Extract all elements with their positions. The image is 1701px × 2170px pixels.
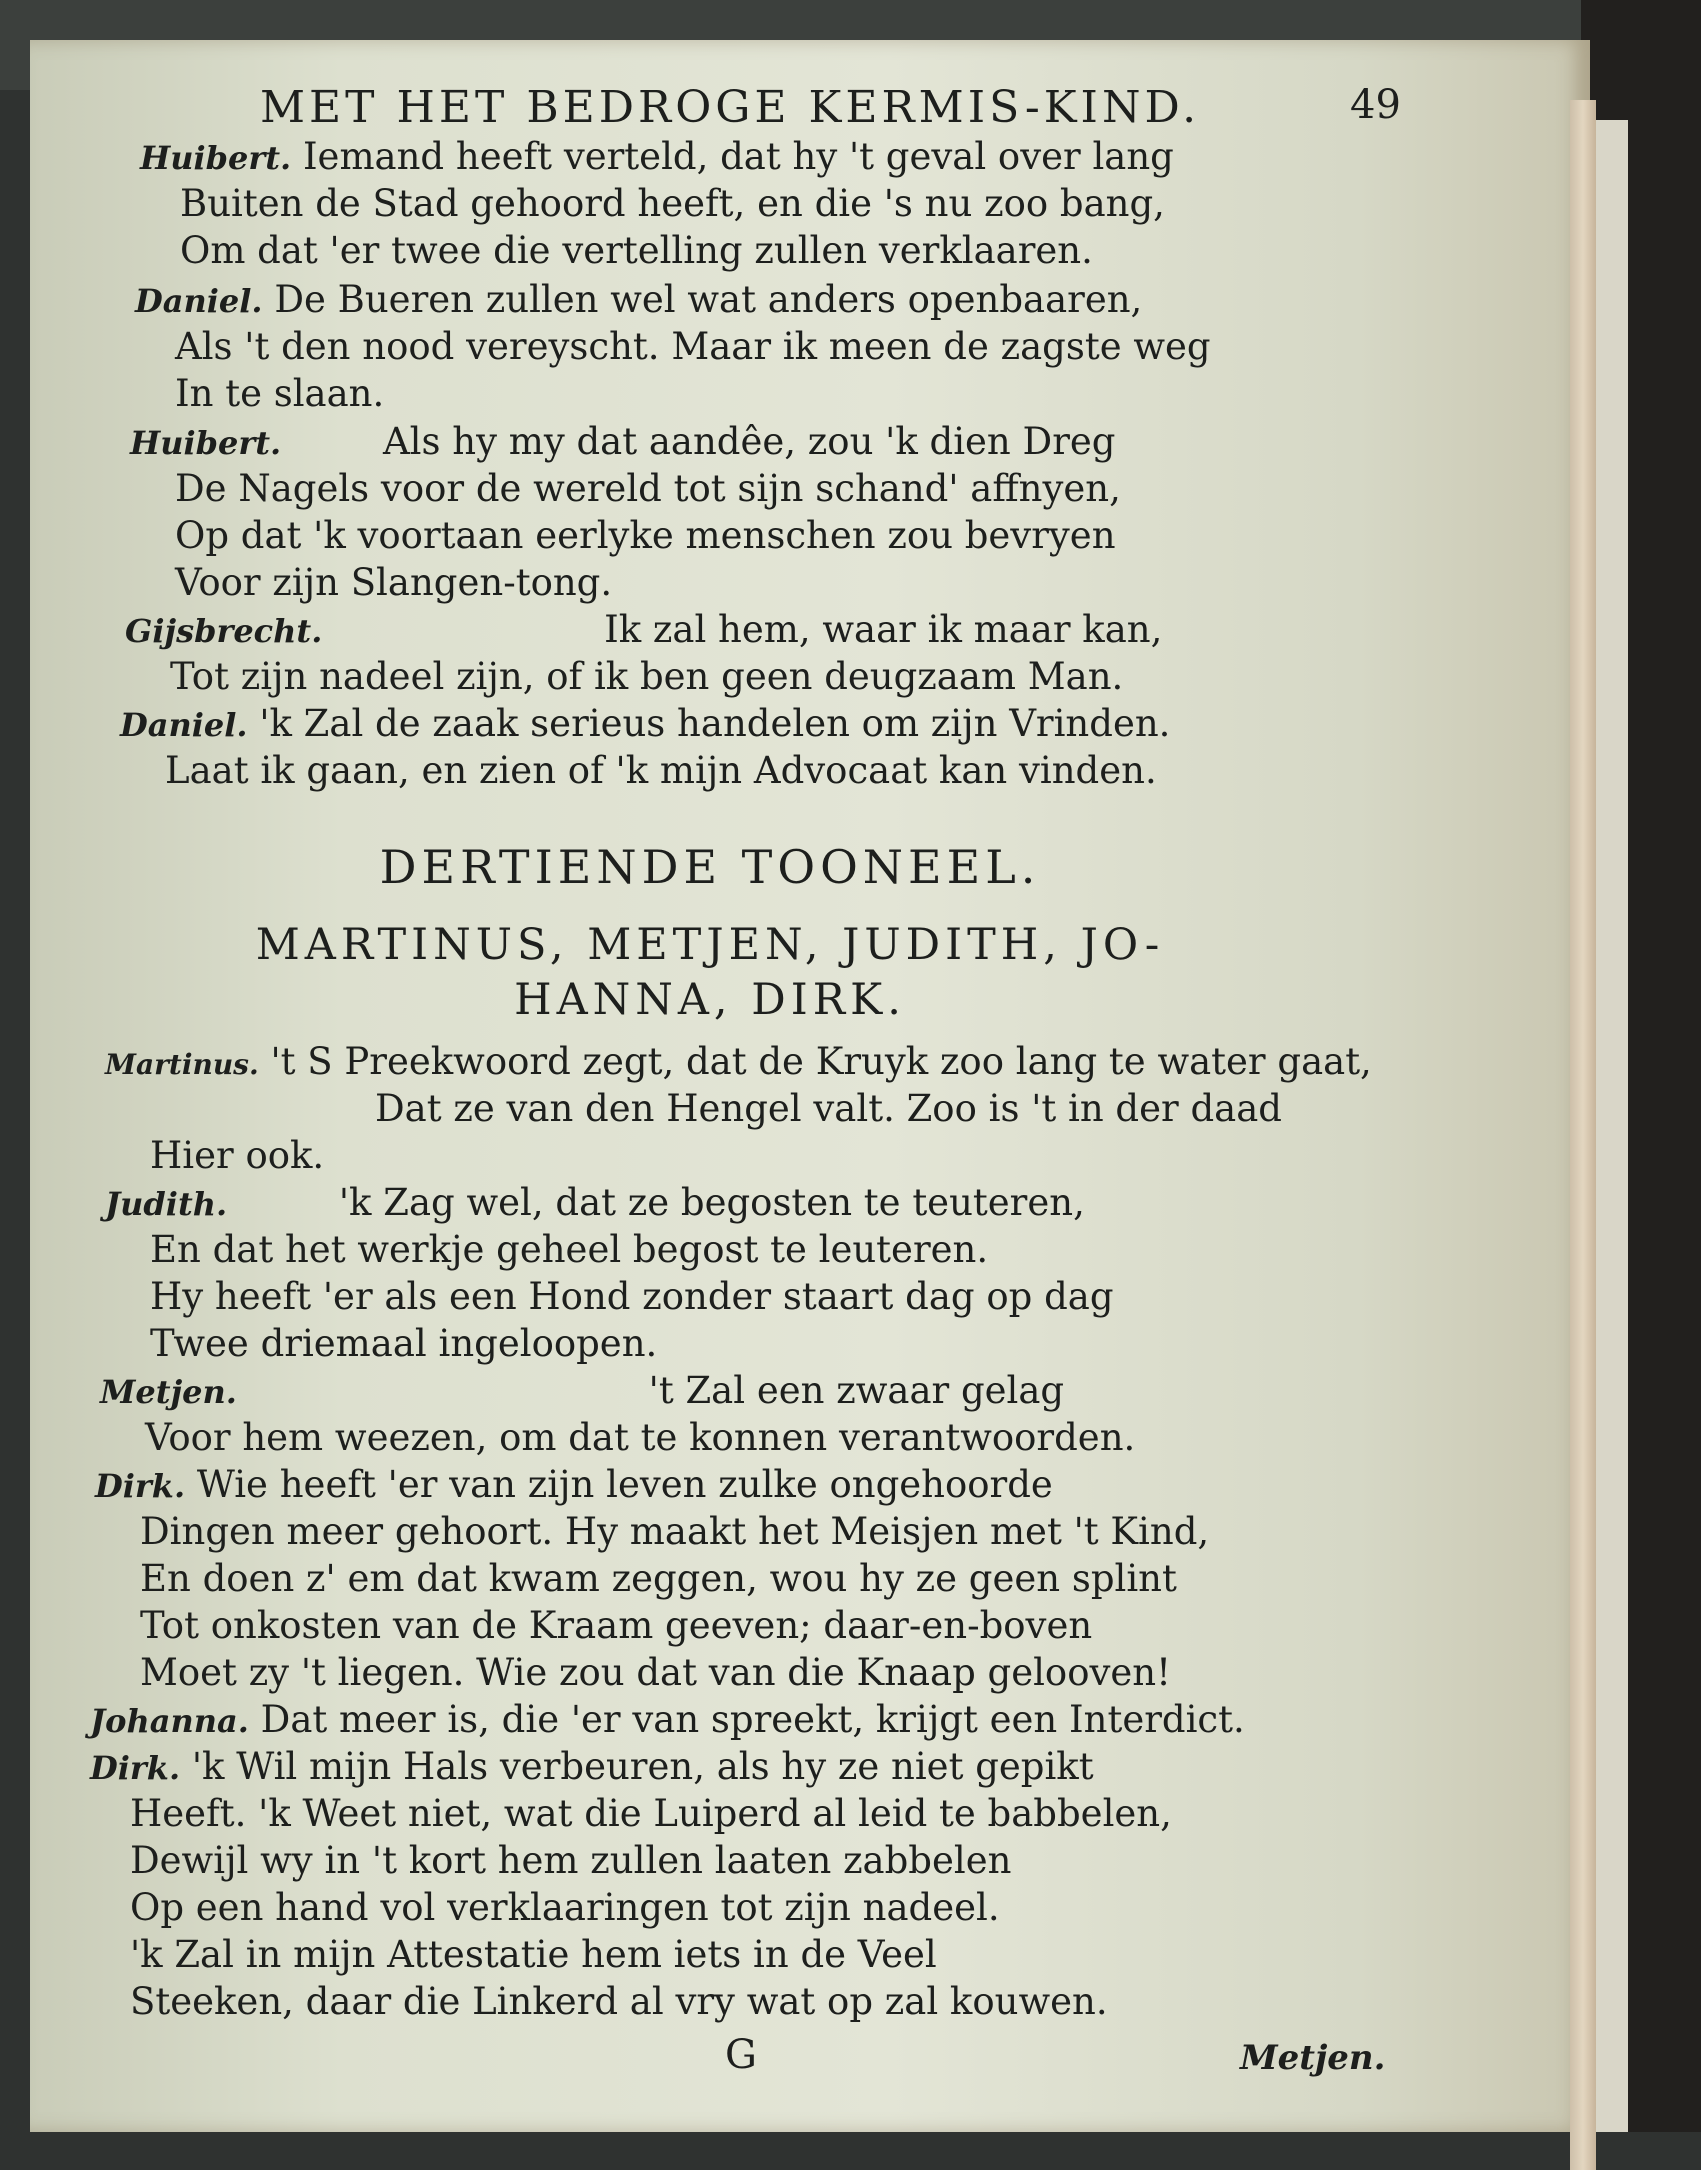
speaker-name: Johanna.: [90, 1702, 249, 1740]
dialogue-line: [130, 1886, 1000, 1930]
dialogue-line: [175, 514, 1116, 558]
line-text: Iemand heeft verteld, dat hy 't geval over lang: [302, 135, 1174, 178]
dialogue-line: [130, 1839, 1011, 1883]
dialogue-line: [175, 467, 1121, 511]
dialogue-line: [95, 1463, 1053, 1507]
dialogue-line: [90, 1745, 1094, 1789]
line-text: En dat het werkje geheel begost te leuteren.: [150, 1228, 989, 1271]
dialogue-line: [180, 182, 1165, 226]
speaker-name: Dirk.: [90, 1749, 181, 1787]
line-text: Op een hand vol verklaaringen tot zijn nadeel.: [130, 1886, 1000, 1929]
running-title: MET HET BEDROGE KERMIS-KIND.: [260, 82, 1201, 133]
line-text: Buiten de Stad gehoord heeft, en die 's nu zoo bang,: [180, 182, 1165, 225]
dialogue-line: [130, 1792, 1172, 1836]
dialogue-line: [120, 702, 1170, 746]
line-text: En doen z' em dat kwam zeggen, wou hy ze geen splint: [140, 1557, 1177, 1600]
line-text: 'k Zag wel, dat ze begosten te teuteren,: [338, 1181, 1085, 1224]
line-text: Wie heeft 'er van zijn leven zulke ongehoorde: [196, 1463, 1053, 1506]
dialogue-line: [175, 561, 612, 605]
scene-heading: DERTIENDE TOONEEL.: [379, 840, 1041, 894]
line-text: Als 't den nood vereyscht. Maar ik meen de zagste weg: [175, 325, 1211, 368]
line-text: 'k Zal in mijn Attestatie hem iets in de Veel: [130, 1933, 937, 1976]
line-text: Laat ik gaan, en zien of 'k mijn Advocaat kan vinden.: [165, 749, 1157, 792]
dialogue-line: [140, 1557, 1177, 1601]
dialogue-line: [130, 1980, 1108, 2024]
dialogue-line: [90, 1698, 1245, 1742]
line-text: Op dat 'k voortaan eerlyke menschen zou bevryen: [175, 514, 1116, 557]
line-text: Dat meer is, die 'er van spreekt, krijgt een Interdict.: [260, 1698, 1245, 1741]
line-text: 'k Wil mijn Hals verbeuren, als hy ze niet gepikt: [191, 1745, 1094, 1788]
line-text: De Nagels voor de wereld tot sijn schand' affnyen,: [175, 467, 1121, 510]
signature-mark: G: [725, 2032, 757, 2078]
dialogue-line: [375, 1087, 1282, 1131]
line-text: Voor hem weezen, om dat te konnen verantwoorden.: [145, 1416, 1136, 1459]
line-text: Dat ze van den Hengel valt. Zoo is 't in der daad: [375, 1087, 1282, 1130]
line-text: 't S Preekwoord zegt, dat de Kruyk zoo lang te water gaat,: [270, 1040, 1372, 1083]
dialogue-line: [175, 372, 384, 416]
dialogue-line: [140, 1510, 1209, 1554]
line-text: De Bueren zullen wel wat anders openbaaren,: [274, 278, 1143, 321]
dialogue-line: [130, 1933, 937, 1977]
line-text: Om dat 'er twee die vertelling zullen verklaaren.: [180, 229, 1093, 272]
page-text: [30, 40, 1590, 2132]
dialogue-line: [135, 278, 1142, 322]
line-text: Dewijl wy in 't kort hem zullen laaten zabbelen: [130, 1839, 1012, 1882]
dialogue-line: [145, 1416, 1135, 1460]
dialogue-line: [140, 1651, 1171, 1695]
speaker-name: Huibert.: [140, 139, 292, 177]
speaker-name: Daniel.: [120, 706, 248, 744]
speaker-name: Judith.: [105, 1185, 228, 1223]
dialogue-line: [100, 1369, 1064, 1413]
line-text: Ik zal hem, waar ik maar kan,: [604, 608, 1163, 651]
dialogue-line: [105, 1181, 1085, 1225]
line-text: Als hy my dat aandêe, zou 'k dien Dreg: [382, 420, 1116, 463]
speaker-name: Martinus.: [105, 1048, 259, 1081]
characters-line: MARTINUS, METJEN, JUDITH, JO-: [255, 920, 1165, 970]
dialogue-line: [150, 1134, 324, 1178]
speaker-name: Metjen.: [100, 1373, 237, 1411]
line-text: Tot zijn nadeel zijn, of ik ben geen deugzaam Man.: [170, 655, 1124, 698]
line-text: Steeken, daar die Linkerd al vry wat op zal kouwen.: [130, 1980, 1108, 2023]
dialogue-line: [150, 1228, 988, 1272]
dialogue-line: [125, 608, 1162, 652]
line-text: Voor zijn Slangen-tong.: [175, 561, 613, 604]
page-number: 49: [1350, 82, 1401, 128]
line-text: Moet zy 't liegen. Wie zou dat van die Knaap gelooven!: [140, 1651, 1171, 1694]
book-page: [30, 40, 1590, 2132]
line-text: Hier ook.: [150, 1134, 325, 1177]
dialogue-line: [150, 1275, 1114, 1319]
dialogue-line: [165, 749, 1157, 793]
dialogue-line: [180, 229, 1093, 273]
speaker-name: Gijsbrecht.: [125, 612, 323, 650]
dialogue-line: [140, 135, 1174, 179]
catchword: Metjen.: [1240, 2038, 1386, 2078]
dialogue-line: [130, 420, 1115, 464]
characters-line: HANNA, DIRK.: [514, 975, 906, 1025]
dialogue-line: [175, 325, 1211, 369]
dialogue-line: [150, 1322, 657, 1366]
dialogue-line: [140, 1604, 1092, 1648]
line-text: Hy heeft 'er als een Hond zonder staart dag op dag: [150, 1275, 1114, 1318]
line-text: 'k Zal de zaak serieus handelen om zijn Vrinden.: [259, 702, 1171, 745]
line-text: Heeft. 'k Weet niet, wat die Luiperd al leid te babbelen,: [130, 1792, 1172, 1835]
dialogue-line: [105, 1040, 1372, 1084]
line-text: Tot onkosten van de Kraam geeven; daar-en-boven: [140, 1604, 1093, 1647]
line-text: Dingen meer gehoort. Hy maakt het Meisjen met 't Kind,: [140, 1510, 1210, 1553]
line-text: 't Zal een zwaar gelag: [648, 1369, 1065, 1412]
line-text: In te slaan.: [175, 372, 385, 415]
speaker-name: Huibert.: [130, 424, 282, 462]
speaker-name: Dirk.: [95, 1467, 186, 1505]
line-text: Twee driemaal ingeloopen.: [150, 1322, 658, 1365]
dialogue-line: [170, 655, 1123, 699]
speaker-name: Daniel.: [135, 282, 263, 320]
running-header: [260, 82, 1401, 142]
